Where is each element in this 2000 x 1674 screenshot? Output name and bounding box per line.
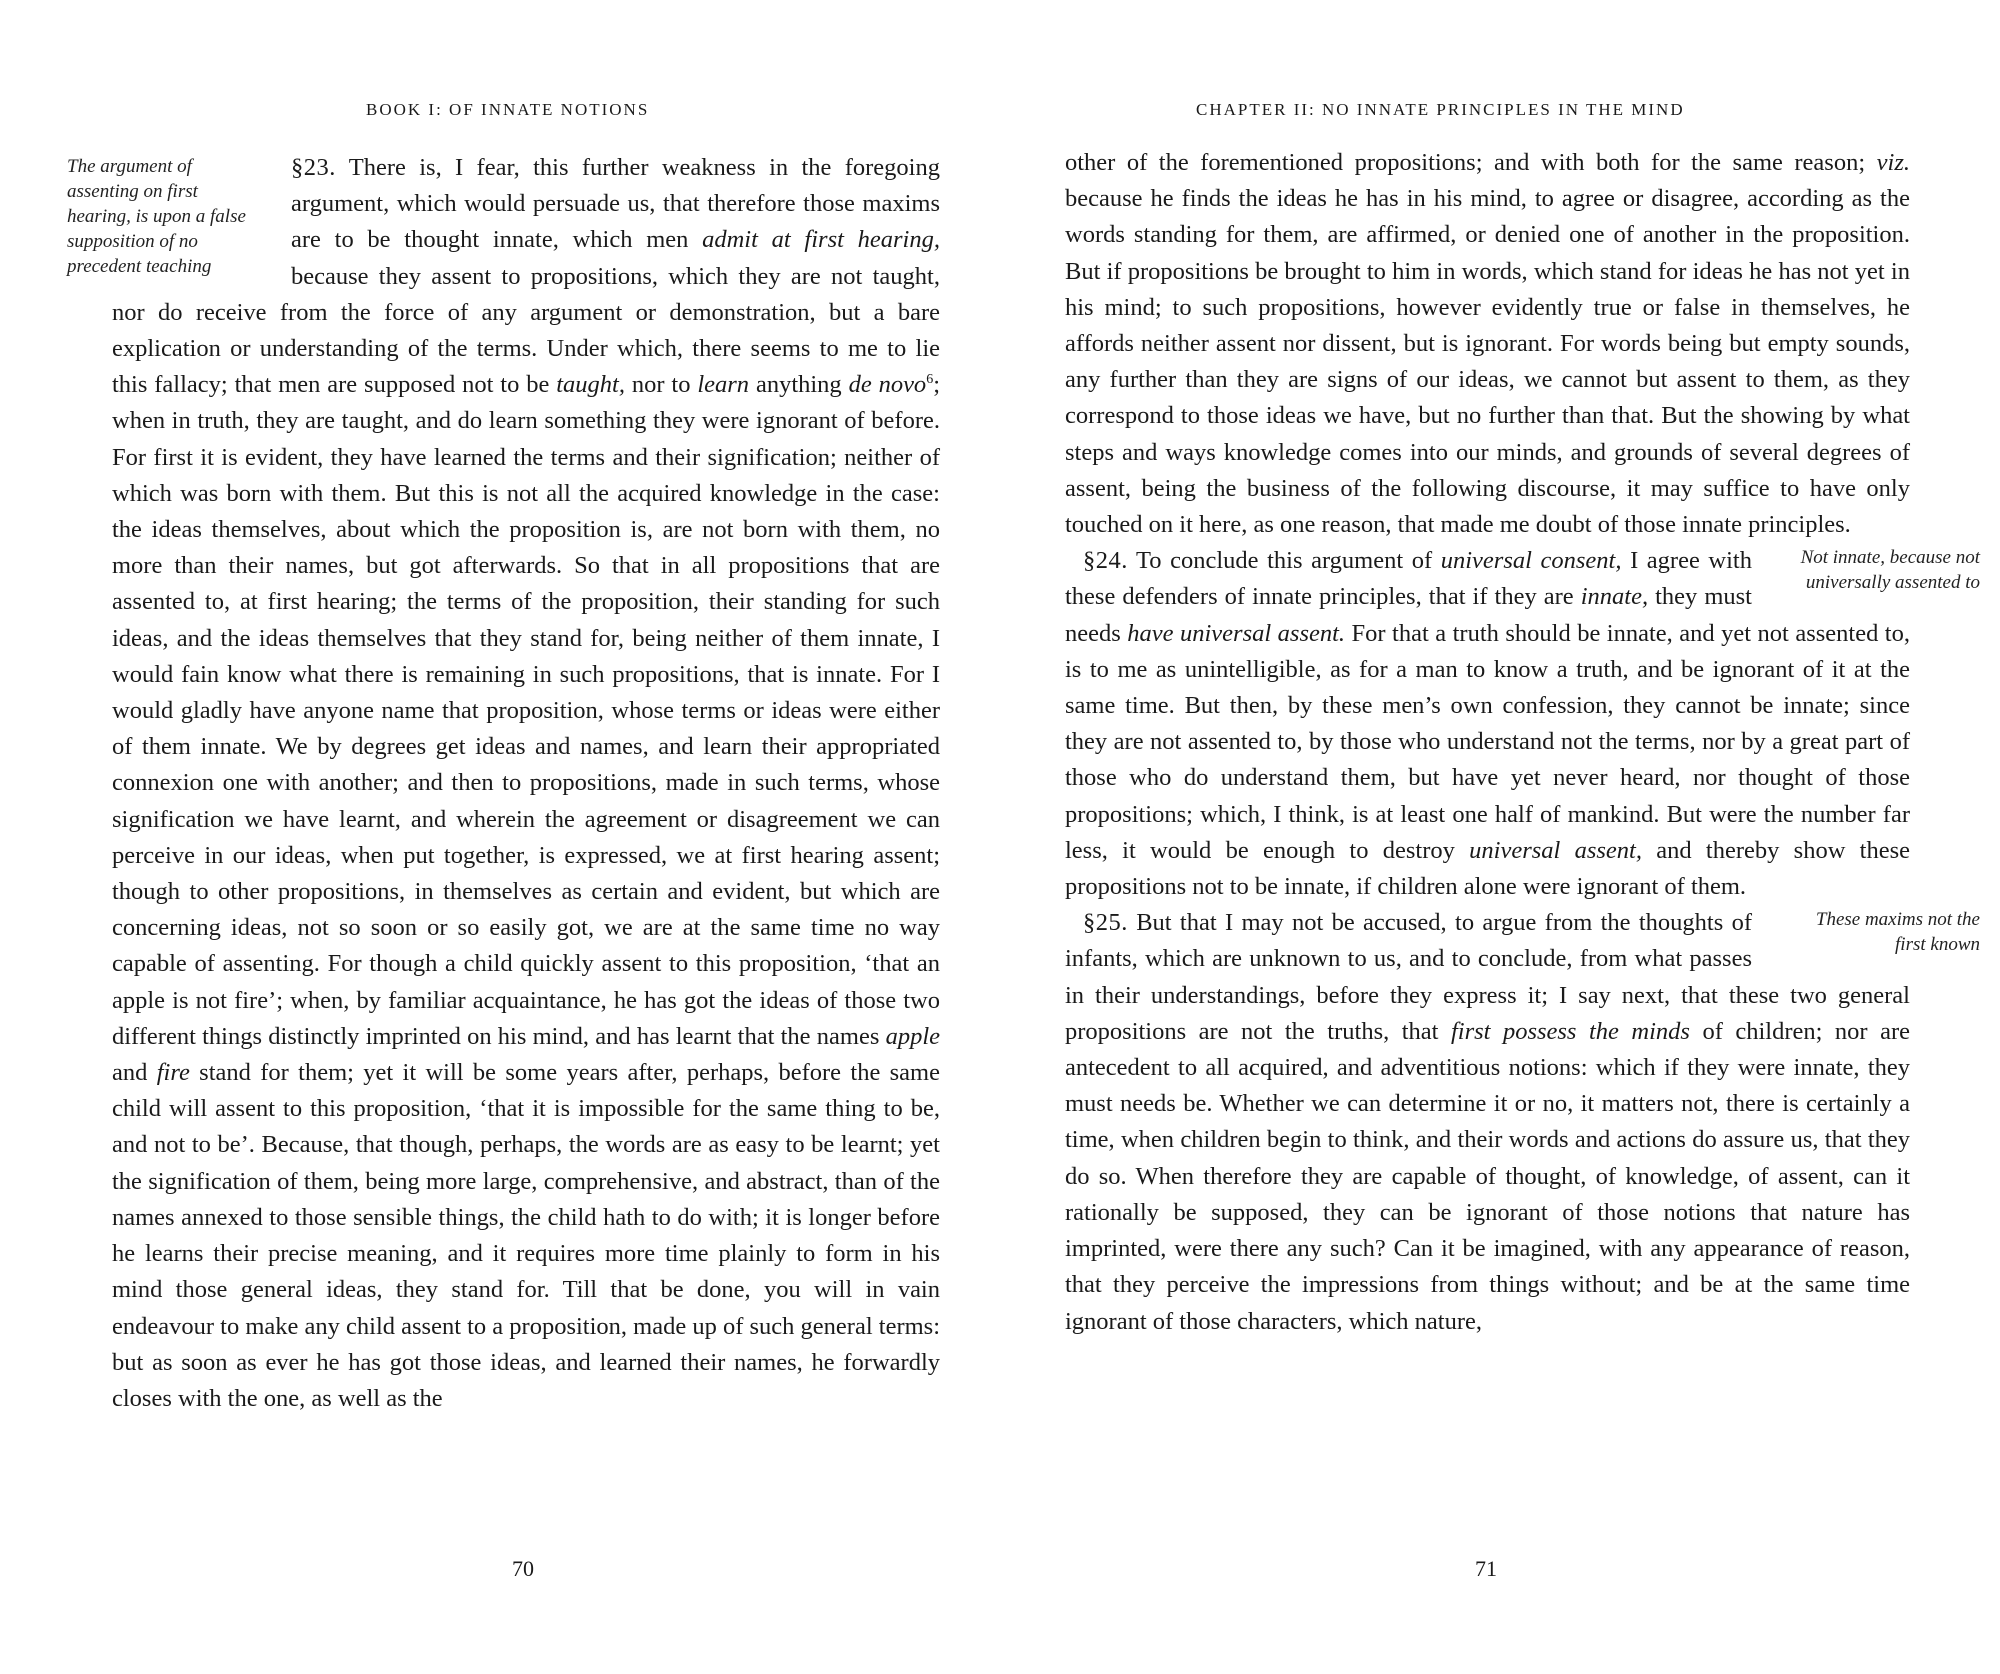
- left-text-block: [67, 150, 940, 1417]
- right-running-head: CHAPTER II: NO INNATE PRINCIPLES IN THE MIND: [1196, 100, 1685, 119]
- paragraph-23: [67, 150, 940, 1417]
- text-run: other of the forementioned propositions; and with both for the same reason;: [1065, 149, 1877, 176]
- italic-run: taught,: [556, 371, 625, 399]
- italic-run: de novo: [848, 371, 927, 399]
- italic-run: innate,: [1580, 583, 1649, 611]
- text-run: For that a truth should be innate, and yet not assented to, is to me as unintelligible, as for a man to know a truth, and be ignorant of it at the same time. But then, by these men’s own confession, they cannot be innate; since they are not assented to, by those who understand not the terms, nor by a great part of those who do understand them, but have yet never heard, nor thought of those propositions; which, I think, is at least one half of mankind. But were the number far less, it would be enough to destroy: [1065, 619, 1910, 864]
- text-run: of children; nor are antecedent to all acquired, and adventitious notions: which if they were innate, they must needs be. Whether we can determine it or no, it matters not, there is certainly a time, when children begin to think, and their words and actions do assure us, that they do so. When therefore they are capable of thought, of knowledge, of assent, can it rationally be supposed, they can be ignorant of those notions that nature has imprinted, were there any such? Can it be imagined, with any appearance of reason, that they perceive the impressions from things without; and be at the same time ignorant of those characters, which nature,: [1065, 1017, 1910, 1335]
- text-run: and: [112, 1059, 157, 1087]
- section-mark-25: §25.: [1083, 909, 1128, 937]
- text-run: and thereby show these propositions not to be innate, if children alone were ignorant of them.: [1065, 836, 1911, 901]
- text-run: anything: [749, 371, 849, 399]
- margin-note-23: The argument of assenting on first hearing, is upon a false supposition of no precedent teaching: [67, 156, 246, 277]
- section-mark-24: §24.: [1083, 547, 1128, 575]
- text-run: because he finds the ideas he has in his mind, to agree or disagree, according as the words standing for them, are affirmed, or denied one of another in the proposition. But if propositions be brought to him in words, which stand for ideas he has not yet in his mind; to such propositions, however evidently true or false in themselves, he affords neither assent nor dissent, but is ignorant. For words being but empty sounds, any further than they are signs of our ideas, we cannot but assent to them, as they correspond to those ideas we have, but no further than that. But the showing by what steps and ways knowledge comes into our minds, and grounds of several degrees of assent, being the business of the following discourse, it may suffice to have only touched on it here, as one reason, that made me doubt of those innate principles.: [1065, 185, 1910, 539]
- italic-run: viz.: [1876, 149, 1910, 176]
- text-run: There is, I fear, this further weakness in the foregoing argument, which would persuade us, that therefore those maxims are to be thought innate, which men: [291, 154, 940, 254]
- text-run: To conclude this argument of: [1127, 547, 1441, 575]
- text-run: stand for them; yet it will be some years after, perhaps, before the same child will assent to this proposition, ‘that it is impossible for the same thing to be, and not to be’. Because, that though, perhaps, the words are as easy to be learnt; yet the signification of them, being more large, comprehensive, and abstract, than of the names annexed to those sensible things, the child hath to do with; it is longer before he learns their precise meaning, and it requires more time plainly to form in his mind those general ideas, they stand for. Till that be done, you will in vain endeavour to make any child assent to a proposition, made up of such general terms: but as soon as ever he has got those ideas, and learned their names, he forwardly closes with the one, as well as the: [112, 1059, 940, 1412]
- margin-note-25: These maxims not the first known: [1815, 909, 1980, 956]
- paragraph-continued: [1065, 145, 1910, 543]
- text-run: nor to: [625, 371, 698, 399]
- left-page-number: 70: [512, 1556, 534, 1581]
- right-text-block: [1065, 145, 1980, 1340]
- text-run: I agree with these defenders of innate principles, that if they are: [1065, 547, 1752, 611]
- italic-run: apple: [885, 1022, 940, 1050]
- italic-run: universal assent,: [1469, 836, 1642, 864]
- italic-run: fire: [156, 1059, 190, 1087]
- italic-run: admit at first hearing,: [702, 226, 940, 254]
- footnote-ref[interactable]: 6: [926, 372, 934, 388]
- text-run: But that I may not be accused, to argue from the thoughts of infants, which are unknown to us, and to conclude, from what passes in their understandings, before they express it; I say next, that these two general propositions are not the truths, that: [1065, 909, 1910, 1045]
- text-run: ; when in truth, they are taught, and do learn something they were ignorant of before. For first it is evident, they have learned the terms and their signification; neither of which was born with them. But this is not all the acquired knowledge in the case: the ideas themselves, about which the proposition is, are not born with them, no more than their names, but got afterwards. So that in all propositions that are assented to, at first hearing; the terms of the proposition, their standing for such ideas, and the ideas themselves that they stand for, being neither of them innate, I would fain know what there is remaining in such propositions, that is innate. For I would gladly have anyone name that proposition, whose terms or ideas were either of them innate. We by degrees get ideas and names, and learn their appropriated connexion one with another; and then to propositions, made in such terms, whose signification we have learnt, and wherein the agreement or disagreement we can perceive in our ideas, when put together, is expressed, we at first hearing assent; though to other propositions, in themselves as certain and evident, but which are concerning ideas, not so soon or so easily got, we are at the same time no way capable of assenting. For though a child quickly assent to this proposition, ‘that an apple is not fire’; when, by familiar acquaintance, he has got the ideas of those two different things distinctly imprinted on his mind, and has learnt that the names: [112, 371, 940, 1050]
- paragraph-25: [1065, 905, 1980, 1339]
- italic-run: universal consent,: [1440, 547, 1622, 575]
- italic-run: first possess the minds: [1450, 1017, 1690, 1045]
- text-run: they must needs: [1065, 583, 1752, 647]
- section-mark-23: §23.: [291, 154, 336, 181]
- text-run: because they assent to propositions, which they are not taught, nor do receive from the force of any argument or demonstration, but a bare explication or understanding of the terms. Under which, there seems to me to lie this fallacy; that men are supposed not to be: [112, 262, 940, 399]
- right-page: [1000, 0, 2000, 1674]
- paragraph-24: [1065, 543, 1980, 905]
- left-running-head: BOOK I: OF INNATE NOTIONS: [366, 100, 650, 119]
- italic-run: learn: [697, 371, 750, 399]
- right-page-number: 71: [1475, 1556, 1497, 1581]
- margin-note-24: Not innate, because not universally assented to: [1800, 547, 1980, 594]
- italic-run: have universal assent.: [1127, 619, 1346, 647]
